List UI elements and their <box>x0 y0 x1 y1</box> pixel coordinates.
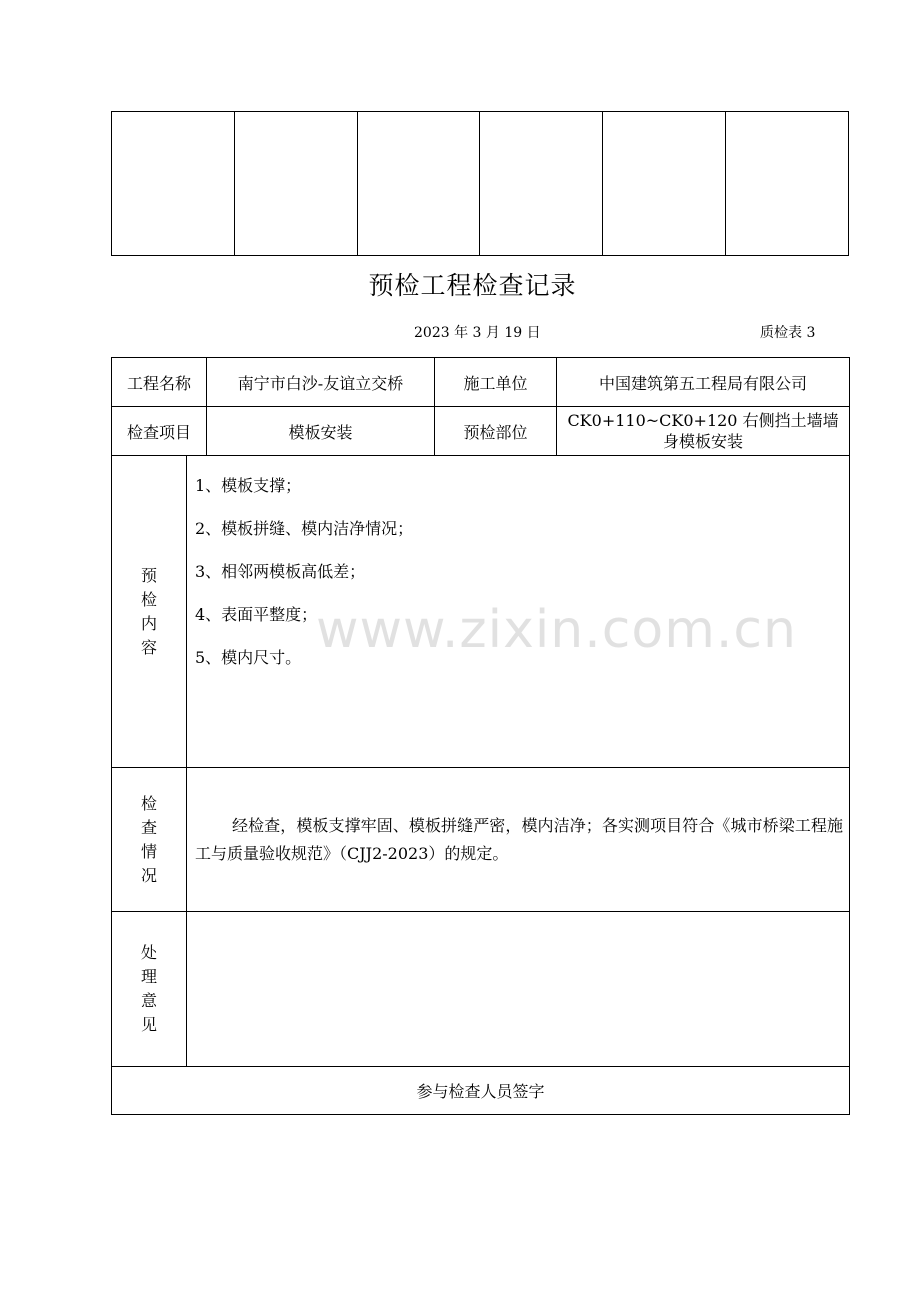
handling-row <box>112 912 850 1067</box>
handling-label: 处理意见 <box>140 943 157 1034</box>
grid-cell <box>726 112 848 255</box>
handling-cell <box>187 912 850 1067</box>
grid-cell <box>480 112 603 255</box>
grid-cell <box>358 112 481 255</box>
grid-cell <box>112 112 235 255</box>
page-title: 预检工程检查记录 <box>368 271 577 300</box>
content-label: 预检内容 <box>140 565 157 657</box>
signature-grid <box>111 111 849 256</box>
list-item: 4、表面平整度； <box>195 605 318 624</box>
location-label: 预检部位 <box>435 407 557 456</box>
result-cell <box>187 768 850 912</box>
list-item: 2、模板拼缝、模内洁净情况； <box>195 519 414 538</box>
list-item: 5、模内尺寸。 <box>195 648 302 667</box>
content-cell <box>187 456 850 768</box>
content-items <box>187 456 849 685</box>
project-row <box>112 358 850 407</box>
inspection-record-table <box>111 357 850 1115</box>
project-name-label: 工程名称 <box>112 358 207 407</box>
content-label-cell <box>112 456 187 768</box>
project-name-value: 南宁市白沙-友谊立交桥 <box>207 358 435 407</box>
handling-label-cell <box>112 912 187 1067</box>
content-row <box>112 456 850 768</box>
result-label: 检查情况 <box>140 793 157 885</box>
location-value: CK0+110~CK0+120 右侧挡土墙墙身模板安装 <box>557 407 850 456</box>
result-label-cell <box>112 768 187 912</box>
inspection-item-value: 模板安装 <box>207 407 435 456</box>
grid-cell <box>603 112 726 255</box>
inspection-item-label: 检查项目 <box>112 407 207 456</box>
inspection-date: 2023 年 3 月 19 日 <box>414 325 541 341</box>
signature-label: 参与检查人员签字 <box>112 1067 850 1115</box>
contractor-value: 中国建筑第五工程局有限公司 <box>557 358 850 407</box>
list-item: 3、相邻两模板高低差； <box>195 562 366 581</box>
result-row <box>112 768 850 912</box>
contractor-label: 施工单位 <box>435 358 557 407</box>
item-row <box>112 407 850 456</box>
form-number: 质检表 3 <box>760 325 816 341</box>
signature-row <box>112 1067 850 1115</box>
result-text: 经检查，模板支撑牢固、模板拼缝严密，模内洁净；各实测项目符合《城市桥梁工程施工与质量验收规范》（CJJ2-2023）的规定。 <box>195 815 844 863</box>
grid-cell <box>235 112 358 255</box>
list-item: 1、模板支撑； <box>195 476 302 495</box>
watermark: www.zixin.com.cn <box>316 600 797 660</box>
